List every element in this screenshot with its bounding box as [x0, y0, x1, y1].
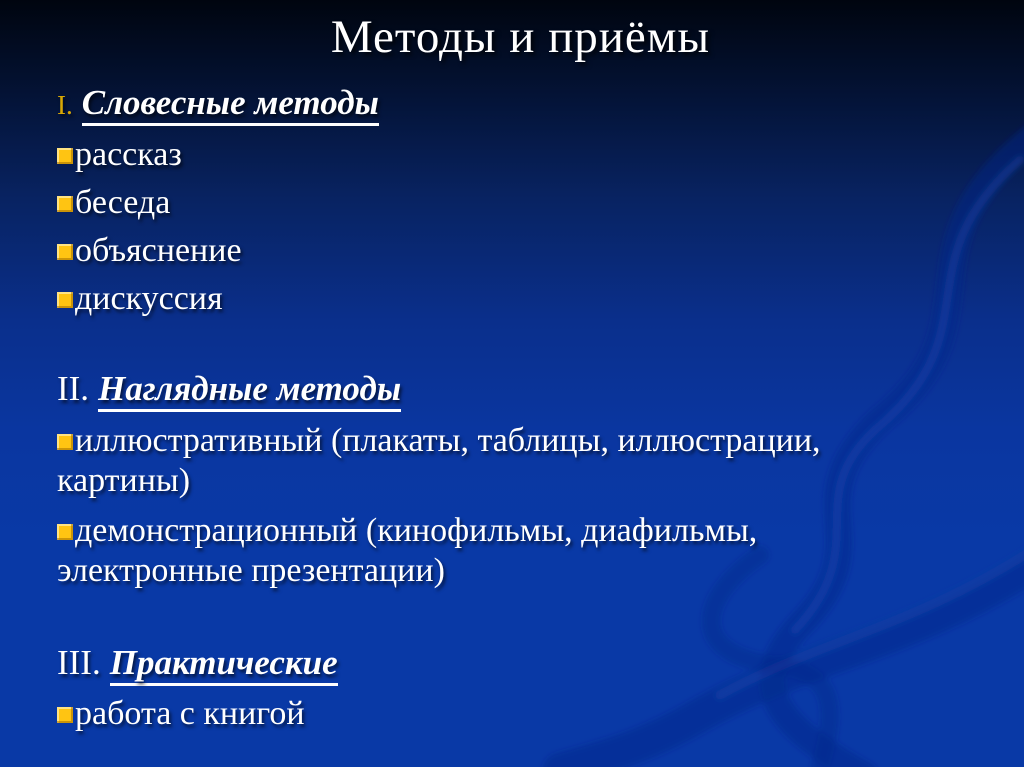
list-item-line [57, 421, 984, 461]
section-verbal-methods [57, 81, 984, 319]
section-practical-methods [57, 641, 984, 734]
section-heading-row [57, 81, 984, 127]
list-item [57, 231, 984, 271]
bullet-square-icon [57, 292, 73, 308]
list-item [57, 279, 984, 319]
list-item [57, 183, 984, 223]
section-numeral: II. [57, 369, 90, 408]
list-item-line [57, 511, 984, 551]
bullet-square-icon [57, 196, 73, 212]
section-heading-row [57, 367, 984, 411]
bullet-square-icon [57, 524, 73, 540]
section-visual-methods [57, 367, 984, 591]
list-item-line: электронные презентации) [57, 552, 445, 589]
list-item [57, 511, 984, 591]
list-item-text: работа с книгой [75, 695, 305, 732]
bullet-square-icon [57, 707, 73, 723]
list-item-text: рассказ [75, 136, 182, 173]
bullet-square-icon [57, 244, 73, 260]
bullet-square-icon [57, 148, 73, 164]
section-heading: Словесные методы [82, 83, 379, 126]
list-item-line: картины) [57, 462, 191, 499]
list-item [57, 421, 984, 501]
list-item-text: иллюстративный (плакаты, таблицы, иллюстрации, [75, 422, 821, 459]
list-item-text: объяснение [75, 232, 242, 269]
section-numeral: III. [57, 643, 101, 682]
slide-title: Методы и приёмы [330, 11, 711, 63]
section-numeral: I. [57, 90, 73, 120]
list-item-text: беседа [75, 184, 171, 221]
list-item [57, 135, 984, 175]
section-heading-row [57, 641, 984, 685]
list-item-text: демонстрационный (кинофильмы, диафильмы, [75, 512, 758, 549]
section-heading: Практические [110, 643, 338, 686]
section-heading: Наглядные методы [98, 369, 401, 412]
list-item [57, 694, 984, 734]
bullet-square-icon [57, 434, 73, 450]
list-item-text: дискуссия [75, 280, 223, 317]
